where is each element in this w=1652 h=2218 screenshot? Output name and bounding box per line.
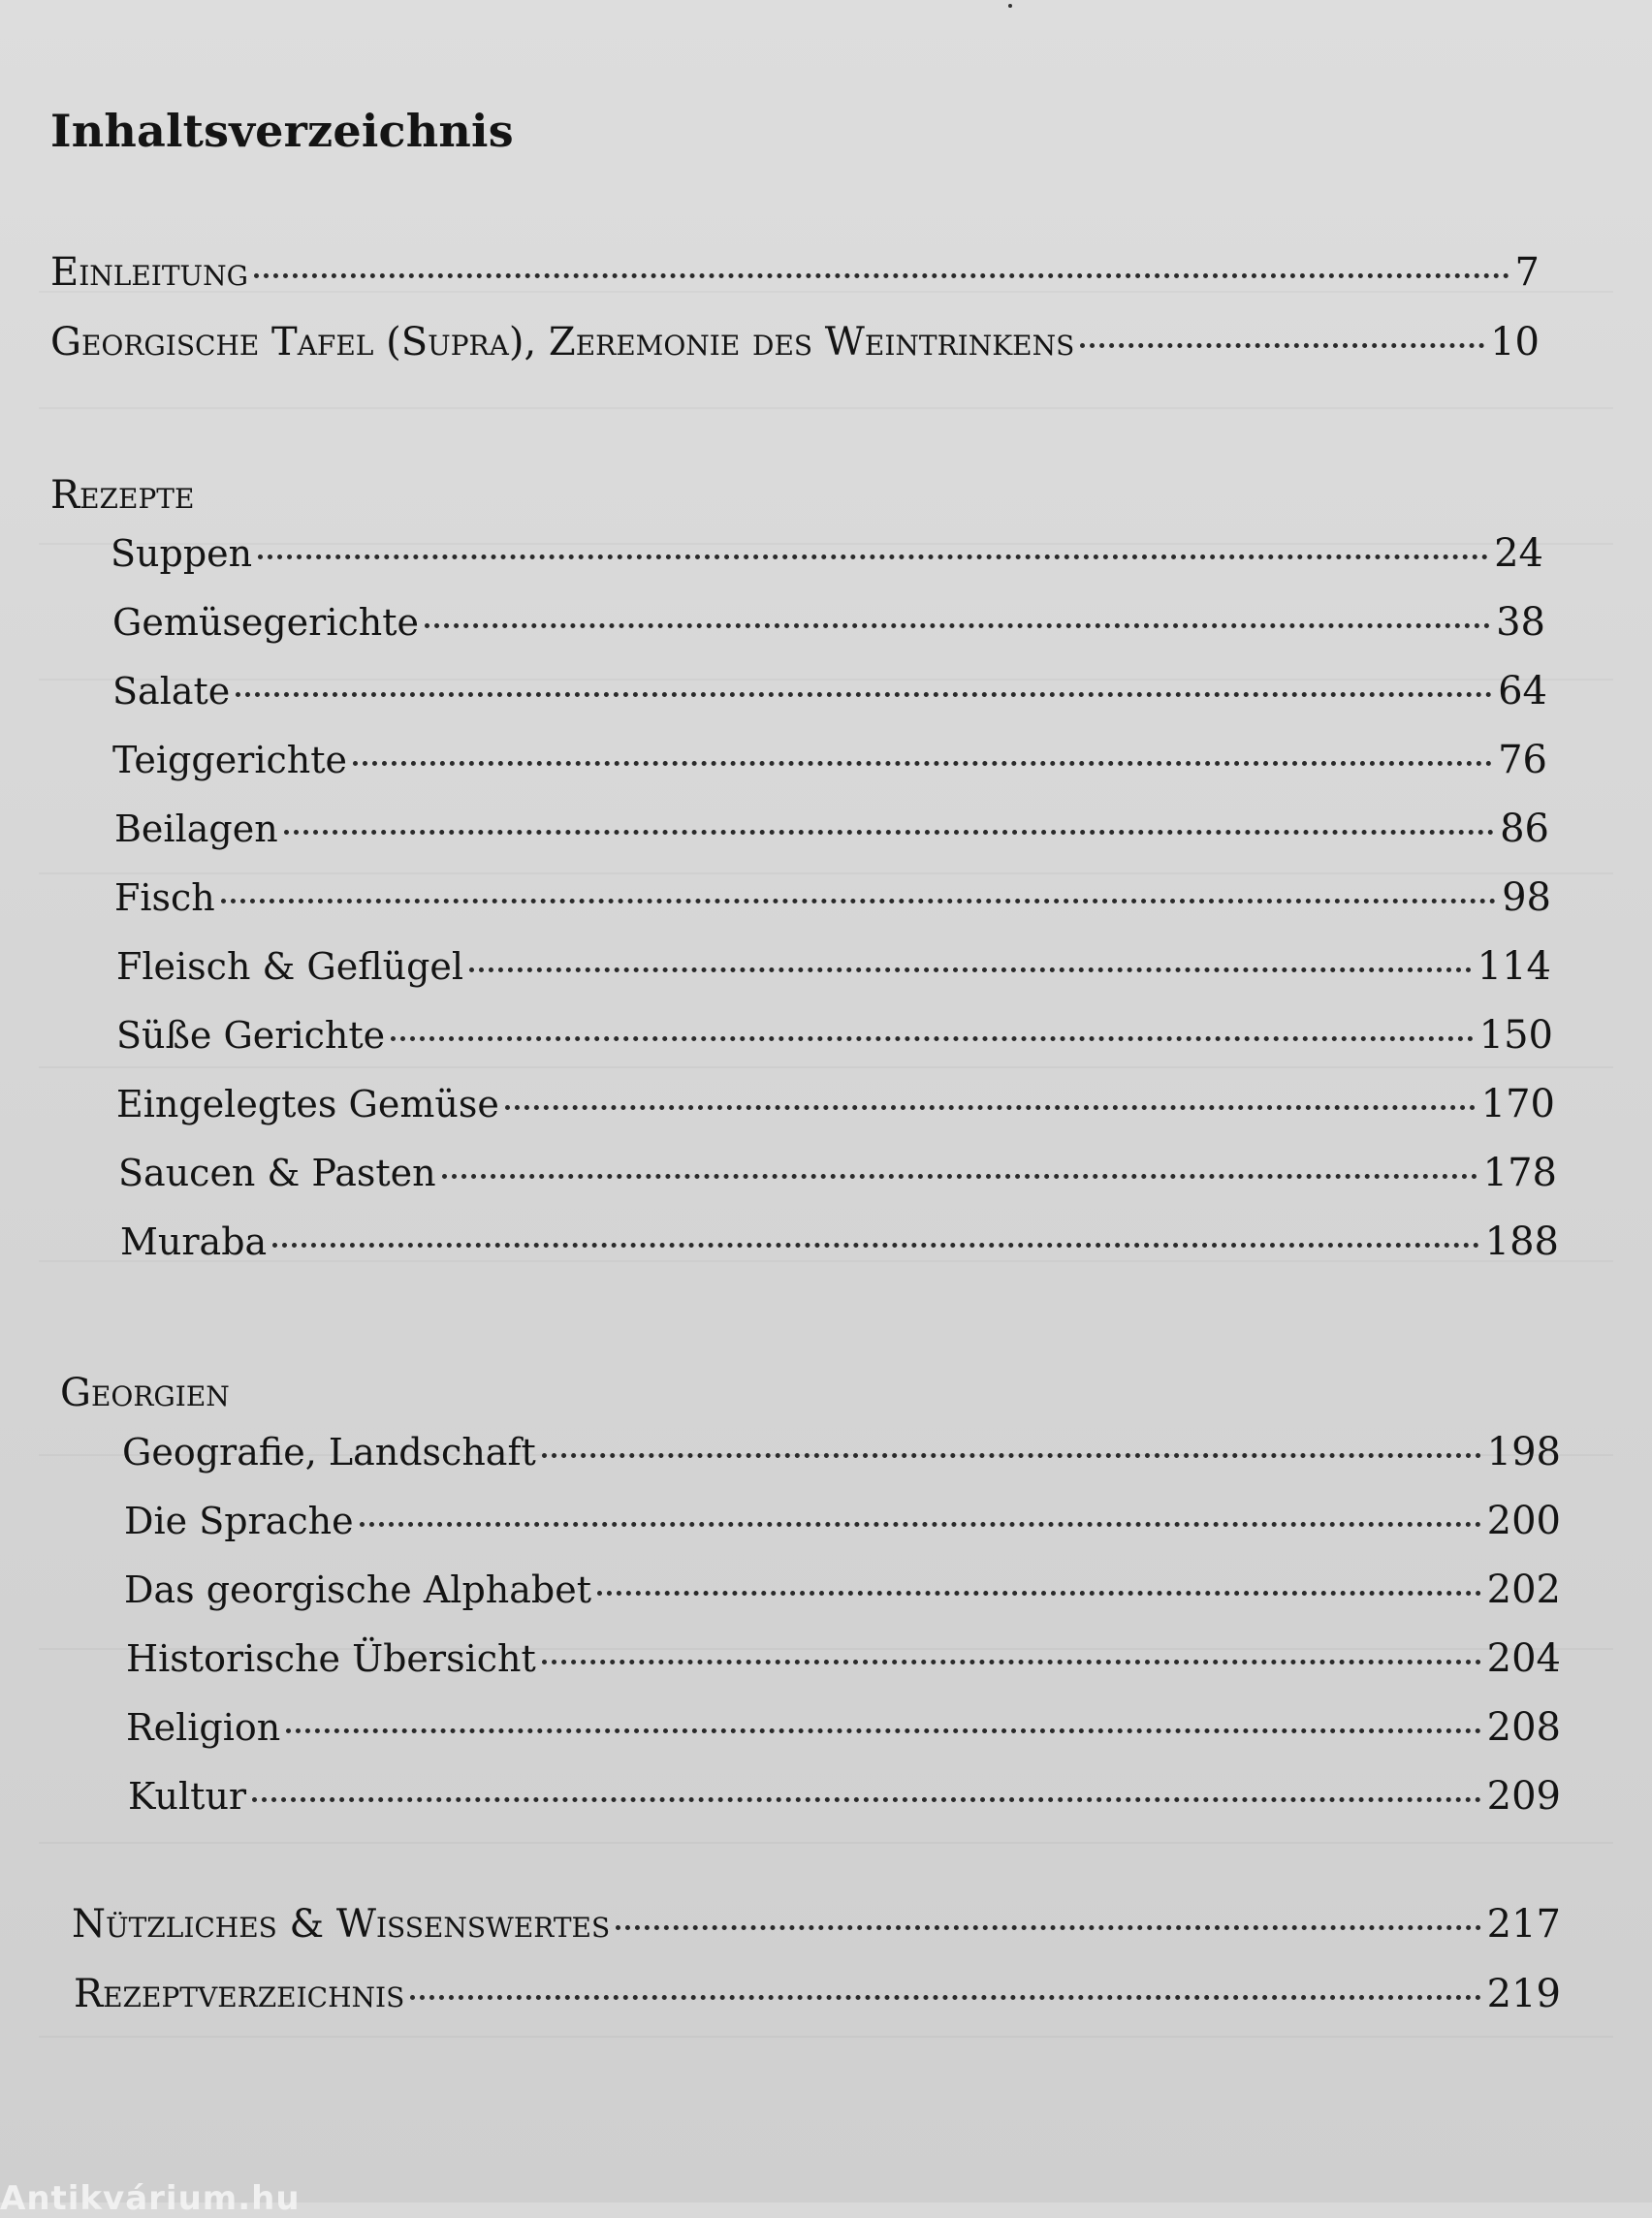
toc-entry-page: 208 — [1486, 1705, 1561, 1750]
leader-dots — [442, 1174, 1477, 1179]
toc-entry — [116, 1013, 1553, 1067]
toc-entry — [118, 1151, 1557, 1205]
toc-entry-page: 217 — [1486, 1902, 1561, 1947]
bleed-through-line — [39, 872, 1613, 874]
toc-entry-page: 24 — [1494, 531, 1543, 576]
toc-entry — [126, 1636, 1561, 1691]
bleed-through-line — [39, 2036, 1613, 2038]
leader-dots — [597, 1591, 1481, 1596]
leader-dots — [542, 1453, 1481, 1458]
leader-dots — [360, 1522, 1481, 1527]
toc-entry — [128, 1774, 1561, 1828]
leader-dots — [542, 1660, 1481, 1664]
leader-dots — [425, 623, 1490, 628]
toc-entry-page: 150 — [1478, 1013, 1553, 1058]
leader-dots — [1080, 343, 1484, 348]
toc-entry-page: 10 — [1490, 320, 1540, 364]
toc-entry — [124, 1568, 1561, 1622]
toc-entry-page: 188 — [1484, 1220, 1559, 1264]
toc-entry — [120, 1220, 1559, 1274]
toc-entry-page: 86 — [1500, 807, 1549, 851]
toc-entry — [126, 1705, 1561, 1759]
toc-entry-page: 7 — [1514, 250, 1540, 295]
toc-entry-page: 170 — [1480, 1082, 1555, 1126]
toc-entry-label: Georgische Tafel (Supra), Zeremonie des Weintrinkens — [50, 320, 1075, 364]
section-heading-rezepte: Rezepte — [50, 473, 195, 518]
toc-entry — [50, 250, 1540, 304]
toc-entry-page: 200 — [1486, 1499, 1561, 1543]
toc-entry-label: Eingelegtes Gemüse — [116, 1083, 499, 1125]
toc-entry-page: 202 — [1486, 1568, 1561, 1612]
speck — [1008, 4, 1012, 8]
toc-entry-label: Das georgische Alphabet — [124, 1568, 591, 1611]
toc-entry-label: Süße Gerichte — [116, 1014, 386, 1057]
toc-entry-label: Rezeptverzeichnis — [74, 1972, 405, 2016]
toc-entry — [72, 1902, 1561, 1956]
toc-entry-label: Muraba — [120, 1220, 268, 1263]
toc-entry-label: Kultur — [128, 1775, 247, 1818]
toc-entry-label: Teiggerichte — [112, 739, 348, 781]
toc-entry-label: Religion — [126, 1706, 281, 1749]
leader-dots — [284, 830, 1494, 835]
leader-dots — [254, 273, 1509, 278]
toc-entry — [50, 320, 1540, 374]
leader-dots — [505, 1105, 1476, 1110]
page-title: Inhaltsverzeichnis — [50, 105, 514, 157]
watermark-text: Antikvárium.hu — [0, 2179, 301, 2218]
toc-entry-label: Fisch — [114, 876, 215, 919]
leader-dots — [258, 554, 1488, 559]
toc-entry-label: Saucen & Pasten — [118, 1152, 436, 1194]
toc-entry-page: 64 — [1498, 669, 1547, 713]
leader-dots — [286, 1728, 1480, 1733]
leader-dots — [272, 1243, 1478, 1248]
toc-entry — [114, 875, 1551, 930]
toc-entry-label: Geografie, Landschaft — [122, 1431, 536, 1473]
toc-entry — [122, 1430, 1561, 1484]
toc-entry-page: 198 — [1486, 1430, 1561, 1474]
toc-entry-page: 209 — [1486, 1774, 1561, 1819]
toc-entry — [112, 600, 1545, 654]
leader-dots — [391, 1036, 1474, 1041]
toc-entry — [112, 738, 1547, 792]
toc-entry-label: Nützliches & Wissenswertes — [72, 1902, 611, 1947]
leader-dots — [353, 761, 1492, 766]
leader-dots — [410, 1995, 1480, 2000]
leader-dots — [252, 1797, 1481, 1802]
toc-entry-label: Suppen — [111, 532, 253, 575]
toc-entry-page: 76 — [1498, 738, 1547, 782]
section-heading-georgien: Georgien — [60, 1371, 230, 1415]
toc-entry — [124, 1499, 1561, 1553]
toc-entry-page: 219 — [1486, 1972, 1561, 2016]
toc-entry-page: 178 — [1482, 1151, 1557, 1195]
toc-entry-label: Gemüsegerichte — [112, 601, 419, 644]
toc-entry — [112, 669, 1547, 723]
toc-entry-label: Einleitung — [50, 250, 248, 295]
bleed-through-line — [39, 407, 1613, 409]
toc-entry — [111, 531, 1543, 586]
toc-entry-page: 204 — [1486, 1636, 1561, 1681]
toc-entry-page: 98 — [1502, 875, 1551, 920]
toc-entry-label: Beilagen — [114, 808, 278, 850]
toc-entry-label: Die Sprache — [124, 1500, 354, 1542]
toc-entry — [74, 1972, 1561, 2026]
toc-entry-page: 114 — [1477, 944, 1551, 989]
leader-dots — [469, 967, 1472, 972]
toc-entry — [116, 944, 1551, 998]
toc-entry-label: Historische Übersicht — [126, 1637, 536, 1680]
toc-entry-page: 38 — [1496, 600, 1545, 645]
toc-entry-label: Salate — [112, 670, 231, 713]
bleed-through-line — [39, 1842, 1613, 1844]
leader-dots — [236, 692, 1492, 697]
toc-entry — [114, 807, 1549, 861]
leader-dots — [616, 1925, 1480, 1930]
toc-entry-label: Fleisch & Geflügel — [116, 945, 464, 988]
toc-entry — [116, 1082, 1555, 1136]
leader-dots — [221, 899, 1496, 903]
